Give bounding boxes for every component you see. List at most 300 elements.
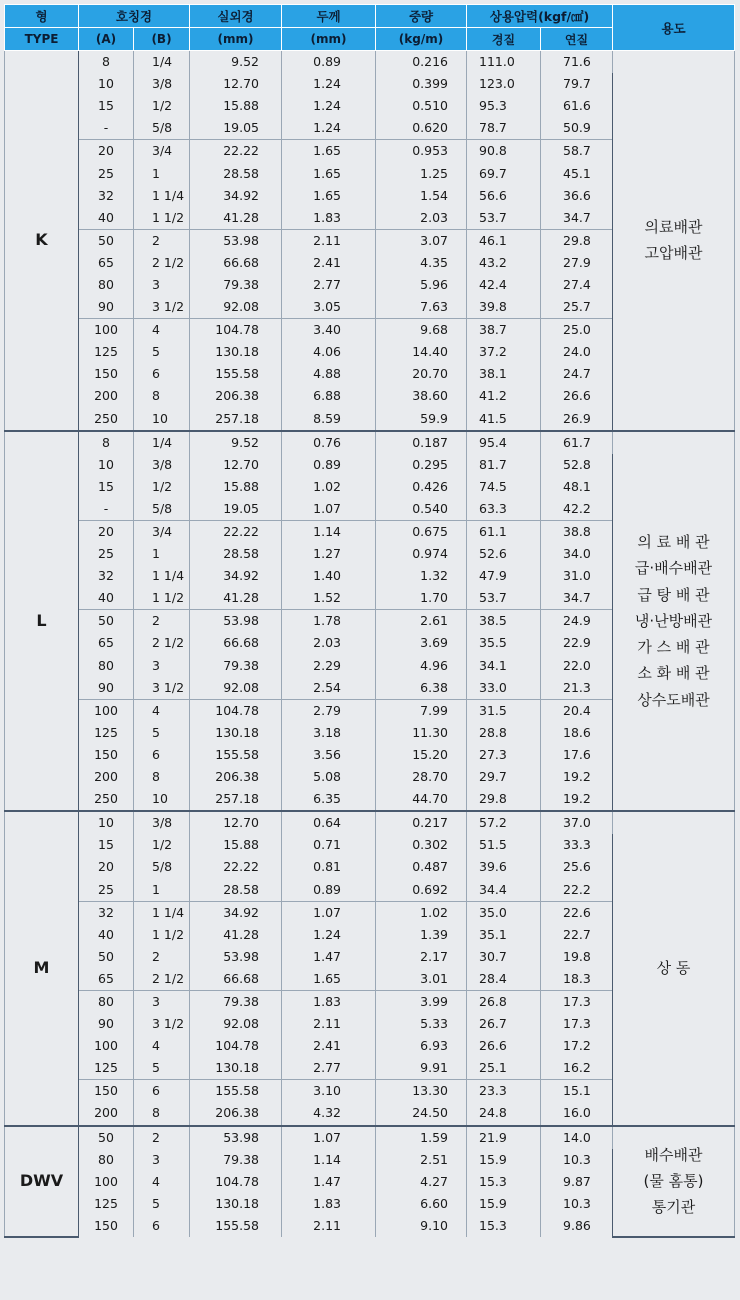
nominal-b-cell: 1	[134, 162, 190, 184]
thickness-cell: 0.89	[282, 454, 376, 476]
nominal-b-cell: 2	[134, 229, 190, 252]
thickness-cell: 5.08	[282, 766, 376, 788]
weight-cell: 3.07	[376, 229, 467, 252]
nominal-a-cell: 100	[79, 1035, 134, 1057]
od-cell: 34.92	[190, 565, 282, 587]
nominal-b-cell: 4	[134, 699, 190, 722]
thickness-cell: 3.05	[282, 296, 376, 319]
nominal-b-cell: 1/2	[134, 476, 190, 498]
hard-pressure-cell: 15.9	[467, 1193, 541, 1215]
thickness-cell: 2.29	[282, 655, 376, 677]
weight-cell: 1.39	[376, 924, 467, 946]
weight-cell: 38.60	[376, 385, 467, 407]
od-cell: 79.38	[190, 1149, 282, 1171]
od-cell: 130.18	[190, 722, 282, 744]
nominal-b-cell: 5/8	[134, 498, 190, 521]
soft-pressure-cell: 18.3	[541, 968, 613, 991]
soft-pressure-cell: 45.1	[541, 162, 613, 184]
hard-pressure-cell: 31.5	[467, 699, 541, 722]
thickness-cell: 0.89	[282, 878, 376, 901]
thickness-cell: 1.83	[282, 207, 376, 230]
nominal-a-cell: 65	[79, 632, 134, 654]
od-cell: 104.78	[190, 699, 282, 722]
soft-pressure-cell: 19.2	[541, 788, 613, 811]
soft-pressure-cell: 18.6	[541, 722, 613, 744]
type-label: M	[5, 811, 79, 1125]
thickness-cell: 1.24	[282, 73, 376, 95]
hard-pressure-cell: 111.0	[467, 51, 541, 74]
nominal-b-cell: 2 1/2	[134, 968, 190, 991]
hard-pressure-cell: 23.3	[467, 1080, 541, 1103]
usage-line: 고압배관	[644, 244, 703, 263]
weight-cell: 0.675	[376, 520, 467, 543]
nominal-b-cell: 5	[134, 341, 190, 363]
weight-cell: 14.40	[376, 341, 467, 363]
usage-cell	[613, 51, 735, 431]
od-cell: 28.58	[190, 162, 282, 184]
thickness-cell: 1.47	[282, 1171, 376, 1193]
thickness-cell: 0.64	[282, 811, 376, 834]
nominal-a-cell: 50	[79, 610, 134, 633]
weight-cell: 0.302	[376, 834, 467, 856]
nominal-a-cell: -	[79, 117, 134, 140]
weight-cell: 0.540	[376, 498, 467, 521]
nominal-b-cell: 6	[134, 1215, 190, 1237]
nominal-a-cell: 100	[79, 699, 134, 722]
od-cell: 41.28	[190, 207, 282, 230]
nominal-b-cell: 3/8	[134, 811, 190, 834]
hard-pressure-cell: 15.3	[467, 1215, 541, 1237]
nominal-a-cell: 20	[79, 520, 134, 543]
soft-pressure-cell: 15.1	[541, 1080, 613, 1103]
weight-cell: 0.295	[376, 454, 467, 476]
nominal-b-cell: 1 1/2	[134, 587, 190, 610]
weight-cell: 2.17	[376, 946, 467, 968]
od-cell: 92.08	[190, 677, 282, 700]
nominal-b-cell: 8	[134, 766, 190, 788]
type-label: DWV	[5, 1126, 79, 1237]
nominal-a-cell: 150	[79, 1080, 134, 1103]
weight-cell: 9.68	[376, 319, 467, 342]
thickness-cell: 1.24	[282, 924, 376, 946]
nominal-b-cell: 2 1/2	[134, 632, 190, 654]
weight-cell: 0.510	[376, 95, 467, 117]
weight-cell: 0.399	[376, 73, 467, 95]
weight-cell: 0.487	[376, 856, 467, 878]
nominal-a-cell: 15	[79, 95, 134, 117]
hard-pressure-cell: 33.0	[467, 677, 541, 700]
soft-pressure-cell: 36.6	[541, 185, 613, 207]
nominal-a-cell: 8	[79, 51, 134, 74]
nominal-a-cell: 15	[79, 834, 134, 856]
nominal-a-cell: 10	[79, 811, 134, 834]
soft-pressure-cell: 25.0	[541, 319, 613, 342]
soft-pressure-cell: 16.0	[541, 1102, 613, 1125]
hard-pressure-cell: 26.7	[467, 1013, 541, 1035]
od-cell: 12.70	[190, 811, 282, 834]
nominal-b-cell: 2	[134, 1126, 190, 1149]
hard-pressure-cell: 56.6	[467, 185, 541, 207]
nominal-b-cell: 8	[134, 1102, 190, 1125]
hard-pressure-cell: 34.4	[467, 878, 541, 901]
header-pressure: 상용압력(kgf/㎠)	[467, 5, 613, 28]
nominal-b-cell: 5/8	[134, 856, 190, 878]
soft-pressure-cell: 9.87	[541, 1171, 613, 1193]
nominal-b-cell: 4	[134, 1035, 190, 1057]
usage-line: 의료배관	[644, 218, 703, 237]
weight-cell: 0.692	[376, 878, 467, 901]
soft-pressure-cell: 24.0	[541, 341, 613, 363]
od-cell: 206.38	[190, 1102, 282, 1125]
soft-pressure-cell: 16.2	[541, 1057, 613, 1080]
soft-pressure-cell: 33.3	[541, 834, 613, 856]
thickness-cell: 1.07	[282, 901, 376, 924]
thickness-cell: 2.41	[282, 1035, 376, 1057]
header-thickness: 두께	[282, 5, 376, 28]
od-cell: 12.70	[190, 73, 282, 95]
od-cell: 206.38	[190, 385, 282, 407]
usage-line: 소 화 배 관	[637, 664, 710, 683]
thickness-cell: 0.76	[282, 431, 376, 454]
thickness-cell: 4.06	[282, 341, 376, 363]
nominal-b-cell: 10	[134, 408, 190, 431]
hard-pressure-cell: 57.2	[467, 811, 541, 834]
hard-pressure-cell: 43.2	[467, 252, 541, 274]
weight-cell: 1.32	[376, 565, 467, 587]
thickness-cell: 0.89	[282, 51, 376, 74]
nominal-b-cell: 1 1/2	[134, 924, 190, 946]
od-cell: 79.38	[190, 274, 282, 296]
thickness-cell: 3.10	[282, 1080, 376, 1103]
hard-pressure-cell: 38.7	[467, 319, 541, 342]
nominal-a-cell: 25	[79, 543, 134, 565]
weight-cell: 0.974	[376, 543, 467, 565]
od-cell: 12.70	[190, 454, 282, 476]
od-cell: 41.28	[190, 924, 282, 946]
soft-pressure-cell: 34.7	[541, 207, 613, 230]
nominal-b-cell: 6	[134, 363, 190, 385]
nominal-a-cell: 90	[79, 296, 134, 319]
nominal-a-cell: 150	[79, 744, 134, 766]
table-row	[5, 811, 735, 834]
soft-pressure-cell: 21.3	[541, 677, 613, 700]
thickness-cell: 2.54	[282, 677, 376, 700]
hard-pressure-cell: 90.8	[467, 140, 541, 163]
header-hard: 경질	[467, 28, 541, 51]
type-label: L	[5, 431, 79, 812]
soft-pressure-cell: 42.2	[541, 498, 613, 521]
nominal-a-cell: 200	[79, 766, 134, 788]
nominal-b-cell: 3/8	[134, 73, 190, 95]
soft-pressure-cell: 24.7	[541, 363, 613, 385]
nominal-a-cell: -	[79, 498, 134, 521]
hard-pressure-cell: 24.8	[467, 1102, 541, 1125]
nominal-a-cell: 32	[79, 565, 134, 587]
weight-cell: 0.620	[376, 117, 467, 140]
weight-cell: 44.70	[376, 788, 467, 811]
od-cell: 257.18	[190, 408, 282, 431]
thickness-cell: 1.02	[282, 476, 376, 498]
weight-cell: 6.60	[376, 1193, 467, 1215]
soft-pressure-cell: 22.7	[541, 924, 613, 946]
weight-cell: 0.216	[376, 51, 467, 74]
nominal-b-cell: 4	[134, 319, 190, 342]
hard-pressure-cell: 39.8	[467, 296, 541, 319]
weight-cell: 0.217	[376, 811, 467, 834]
od-cell: 22.22	[190, 140, 282, 163]
od-cell: 130.18	[190, 1057, 282, 1080]
nominal-a-cell: 20	[79, 140, 134, 163]
thickness-cell: 2.77	[282, 274, 376, 296]
header-od: 실외경	[190, 5, 282, 28]
weight-cell: 0.953	[376, 140, 467, 163]
thickness-cell: 2.41	[282, 252, 376, 274]
od-cell: 34.92	[190, 185, 282, 207]
header-nominal-b: (B)	[134, 28, 190, 51]
usage-cell	[613, 431, 735, 812]
nominal-b-cell: 5/8	[134, 117, 190, 140]
od-cell: 53.98	[190, 229, 282, 252]
nominal-b-cell: 1	[134, 543, 190, 565]
soft-pressure-cell: 34.0	[541, 543, 613, 565]
nominal-b-cell: 3	[134, 274, 190, 296]
table-row	[5, 1126, 735, 1149]
soft-pressure-cell: 22.0	[541, 655, 613, 677]
usage-line: 통기관	[651, 1198, 696, 1217]
hard-pressure-cell: 39.6	[467, 856, 541, 878]
thickness-cell: 2.11	[282, 1215, 376, 1237]
nominal-b-cell: 4	[134, 1171, 190, 1193]
hard-pressure-cell: 21.9	[467, 1126, 541, 1149]
od-cell: 22.22	[190, 520, 282, 543]
weight-cell: 3.99	[376, 990, 467, 1013]
thickness-cell: 4.88	[282, 363, 376, 385]
nominal-b-cell: 1/2	[134, 834, 190, 856]
hard-pressure-cell: 95.4	[467, 431, 541, 454]
od-cell: 206.38	[190, 766, 282, 788]
thickness-cell: 1.65	[282, 140, 376, 163]
nominal-b-cell: 3 1/2	[134, 677, 190, 700]
weight-cell: 1.25	[376, 162, 467, 184]
thickness-cell: 6.88	[282, 385, 376, 407]
nominal-a-cell: 32	[79, 185, 134, 207]
nominal-b-cell: 8	[134, 385, 190, 407]
hard-pressure-cell: 78.7	[467, 117, 541, 140]
soft-pressure-cell: 31.0	[541, 565, 613, 587]
header-nominal: 호칭경	[79, 5, 190, 28]
thickness-cell: 3.56	[282, 744, 376, 766]
hard-pressure-cell: 28.4	[467, 968, 541, 991]
hard-pressure-cell: 41.5	[467, 408, 541, 431]
od-cell: 130.18	[190, 341, 282, 363]
hard-pressure-cell: 35.0	[467, 901, 541, 924]
hard-pressure-cell: 15.9	[467, 1149, 541, 1171]
hard-pressure-cell: 30.7	[467, 946, 541, 968]
nominal-a-cell: 65	[79, 252, 134, 274]
thickness-cell: 1.14	[282, 520, 376, 543]
weight-cell: 15.20	[376, 744, 467, 766]
weight-cell: 5.96	[376, 274, 467, 296]
thickness-cell: 1.14	[282, 1149, 376, 1171]
soft-pressure-cell: 79.7	[541, 73, 613, 95]
soft-pressure-cell: 26.6	[541, 385, 613, 407]
nominal-b-cell: 3	[134, 1149, 190, 1171]
nominal-b-cell: 2 1/2	[134, 252, 190, 274]
soft-pressure-cell: 22.9	[541, 632, 613, 654]
nominal-a-cell: 8	[79, 431, 134, 454]
soft-pressure-cell: 19.2	[541, 766, 613, 788]
od-cell: 22.22	[190, 856, 282, 878]
nominal-b-cell: 1/2	[134, 95, 190, 117]
thickness-cell: 0.81	[282, 856, 376, 878]
weight-cell: 4.35	[376, 252, 467, 274]
hard-pressure-cell: 26.6	[467, 1035, 541, 1057]
od-cell: 53.98	[190, 1126, 282, 1149]
od-cell: 104.78	[190, 1035, 282, 1057]
thickness-cell: 2.03	[282, 632, 376, 654]
hard-pressure-cell: 74.5	[467, 476, 541, 498]
od-cell: 155.58	[190, 363, 282, 385]
nominal-a-cell: 125	[79, 1057, 134, 1080]
nominal-a-cell: 80	[79, 990, 134, 1013]
soft-pressure-cell: 22.2	[541, 878, 613, 901]
thickness-cell: 1.24	[282, 117, 376, 140]
hard-pressure-cell: 69.7	[467, 162, 541, 184]
nominal-b-cell: 1/4	[134, 431, 190, 454]
soft-pressure-cell: 26.9	[541, 408, 613, 431]
weight-cell: 11.30	[376, 722, 467, 744]
usage-line: (물 홈통)	[643, 1172, 704, 1191]
soft-pressure-cell: 61.7	[541, 431, 613, 454]
nominal-a-cell: 200	[79, 385, 134, 407]
thickness-cell: 1.52	[282, 587, 376, 610]
thickness-cell: 1.83	[282, 1193, 376, 1215]
thickness-cell: 1.24	[282, 95, 376, 117]
od-cell: 92.08	[190, 296, 282, 319]
od-cell: 53.98	[190, 610, 282, 633]
od-cell: 155.58	[190, 1080, 282, 1103]
hard-pressure-cell: 29.8	[467, 788, 541, 811]
header-weight-unit: (kg/m)	[376, 28, 467, 51]
usage-cell	[613, 811, 735, 1125]
soft-pressure-cell: 29.8	[541, 229, 613, 252]
thickness-cell: 1.27	[282, 543, 376, 565]
nominal-b-cell: 3/8	[134, 454, 190, 476]
od-cell: 15.88	[190, 834, 282, 856]
soft-pressure-cell: 22.6	[541, 901, 613, 924]
thickness-cell: 3.40	[282, 319, 376, 342]
weight-cell: 24.50	[376, 1102, 467, 1125]
thickness-cell: 2.79	[282, 699, 376, 722]
usage-line: 급·배수배관	[634, 559, 713, 578]
weight-cell: 0.187	[376, 431, 467, 454]
nominal-a-cell: 125	[79, 341, 134, 363]
nominal-a-cell: 125	[79, 722, 134, 744]
soft-pressure-cell: 34.7	[541, 587, 613, 610]
nominal-b-cell: 5	[134, 1193, 190, 1215]
nominal-a-cell: 40	[79, 587, 134, 610]
nominal-a-cell: 50	[79, 946, 134, 968]
od-cell: 104.78	[190, 1171, 282, 1193]
hard-pressure-cell: 47.9	[467, 565, 541, 587]
od-cell: 257.18	[190, 788, 282, 811]
weight-cell: 3.69	[376, 632, 467, 654]
header-od-unit: (mm)	[190, 28, 282, 51]
thickness-cell: 0.71	[282, 834, 376, 856]
hard-pressure-cell: 41.2	[467, 385, 541, 407]
nominal-a-cell: 100	[79, 319, 134, 342]
nominal-a-cell: 20	[79, 856, 134, 878]
soft-pressure-cell: 27.9	[541, 252, 613, 274]
thickness-cell: 1.07	[282, 498, 376, 521]
od-cell: 9.52	[190, 431, 282, 454]
hard-pressure-cell: 81.7	[467, 454, 541, 476]
nominal-b-cell: 2	[134, 610, 190, 633]
usage-line: 상수도배관	[637, 690, 710, 709]
nominal-a-cell: 150	[79, 363, 134, 385]
weight-cell: 1.70	[376, 587, 467, 610]
copper-pipe-spec-table	[4, 4, 735, 1238]
nominal-a-cell: 40	[79, 924, 134, 946]
soft-pressure-cell: 48.1	[541, 476, 613, 498]
weight-cell: 3.01	[376, 968, 467, 991]
hard-pressure-cell: 35.1	[467, 924, 541, 946]
nominal-a-cell: 100	[79, 1171, 134, 1193]
nominal-b-cell: 5	[134, 722, 190, 744]
thickness-cell: 2.11	[282, 229, 376, 252]
soft-pressure-cell: 10.3	[541, 1149, 613, 1171]
soft-pressure-cell: 17.6	[541, 744, 613, 766]
header-usage: 용도	[613, 5, 735, 51]
usage-line: 냉·난방배관	[634, 611, 713, 630]
od-cell: 104.78	[190, 319, 282, 342]
nominal-b-cell: 6	[134, 744, 190, 766]
nominal-a-cell: 90	[79, 677, 134, 700]
nominal-a-cell: 250	[79, 408, 134, 431]
hard-pressure-cell: 52.6	[467, 543, 541, 565]
nominal-a-cell: 25	[79, 162, 134, 184]
hard-pressure-cell: 27.3	[467, 744, 541, 766]
hard-pressure-cell: 25.1	[467, 1057, 541, 1080]
od-cell: 41.28	[190, 587, 282, 610]
soft-pressure-cell: 20.4	[541, 699, 613, 722]
soft-pressure-cell: 37.0	[541, 811, 613, 834]
nominal-a-cell: 250	[79, 788, 134, 811]
table-row	[5, 431, 735, 454]
thickness-cell: 2.11	[282, 1013, 376, 1035]
weight-cell: 59.9	[376, 408, 467, 431]
nominal-a-cell: 50	[79, 1126, 134, 1149]
thickness-cell: 8.59	[282, 408, 376, 431]
hard-pressure-cell: 95.3	[467, 95, 541, 117]
hard-pressure-cell: 123.0	[467, 73, 541, 95]
od-cell: 15.88	[190, 95, 282, 117]
nominal-b-cell: 3 1/2	[134, 1013, 190, 1035]
od-cell: 34.92	[190, 901, 282, 924]
soft-pressure-cell: 27.4	[541, 274, 613, 296]
nominal-b-cell: 1 1/4	[134, 185, 190, 207]
hard-pressure-cell: 61.1	[467, 520, 541, 543]
nominal-b-cell: 3/4	[134, 140, 190, 163]
thickness-cell: 1.78	[282, 610, 376, 633]
usage-line: 급 탕 배 관	[637, 585, 710, 604]
weight-cell: 9.10	[376, 1215, 467, 1237]
od-cell: 19.05	[190, 498, 282, 521]
soft-pressure-cell: 9.86	[541, 1215, 613, 1237]
hard-pressure-cell: 53.7	[467, 587, 541, 610]
thickness-cell: 1.65	[282, 185, 376, 207]
soft-pressure-cell: 25.6	[541, 856, 613, 878]
